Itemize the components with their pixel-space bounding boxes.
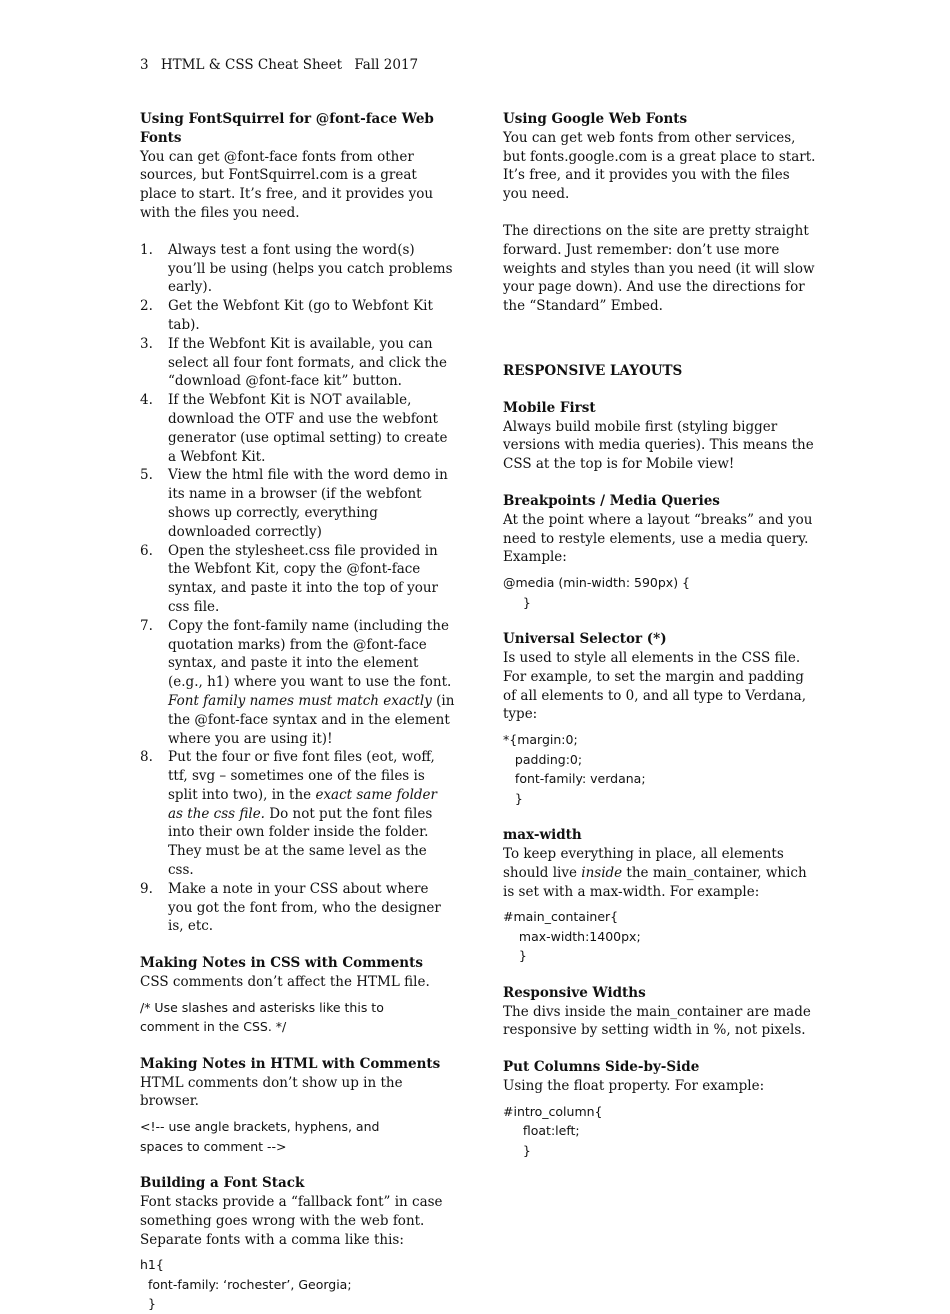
columns-code: #intro_column{ float:left; } [503,1103,603,1158]
fontsquirrel-heading: Using FontSquirrel for @font-face Web Fonts [140,111,434,146]
list-item: 7. Copy the font-family name (including the quotation marks) from the @font-face syntax, and paste it into the element (e.g., h1) where you want to use the font. Font family names must match exactly (in the @font-face syntax and in the element where you are using it)! [140,617,455,747]
page-header [140,56,418,74]
list-item: 5. View the html file with the word demo in its name in a browser (if the webfont shows up correctly, everything downloaded correctly) [140,467,448,540]
left-column [140,110,455,1314]
universal-selector-text: Is used to style all elements in the CSS file. For example, to set the margin and padding of all elements to 0, and all type to Verdana, type: [503,649,806,723]
list-item: 3. If the Webfont Kit is available, you can select all four font formats, and click the “download @font-face kit” button. [140,335,447,390]
google-fonts-intro: You can get web fonts from other services, but fonts.google.com is a great place to start. It’s free, and it provides you with the files you need. [503,129,816,203]
universal-selector-heading: Universal Selector (*) [503,631,667,648]
font-stack-code: h1{ font-family: ‘rochester’, Georgia; } [140,1257,352,1312]
list-item: 4. If the Webfont Kit is NOT available, download the OTF and use the webfont generator (use optimal setting) to create a Webfont Kit. [140,392,448,465]
max-width-text: To keep everything in place, all elements should live inside the main_container, which is set with a max-width. For example: [503,845,807,900]
fontsquirrel-intro: You can get @font-face fonts from other sources, but FontSquirrel.com is a great place to start. It’s free, and it provides you with the files you need. [140,148,434,221]
breakpoints-code: @media (min-width: 590px) { } [503,575,690,610]
google-fonts-directions: The directions on the site are pretty straight forward. Just remember: don’t use more weights and styles than you need (it will slow your page down). And use the directions for the “Standard” Embed. [503,222,815,315]
font-stack-heading: Building a Font Stack [140,1175,305,1192]
html-comments-heading: Making Notes in HTML with Comments [140,1055,441,1072]
term-label: Fall 2017 [354,57,419,73]
google-fonts-heading: Using Google Web Fonts [503,111,688,127]
max-width-code: #main_container{ max-width:1400px; } [503,909,641,964]
css-comments-heading: Making Notes in CSS with Comments [140,955,423,972]
columns-heading: Put Columns Side-by-Side [503,1059,700,1076]
breakpoints-text: At the point where a layout “breaks” and you need to restyle elements, use a media query. [503,511,813,547]
html-comments-code: <!-- use angle brackets, hyphens, and spaces to comment --> [140,1119,380,1154]
breakpoints-heading: Breakpoints / Media Queries [503,492,720,509]
list-item: 2. Get the Webfont Kit (go to Webfont Kit tab). [140,298,433,333]
columns-text: Using the float property. For example: [503,1078,765,1094]
html-comments-text: HTML comments don’t show up in the browser. [140,1074,403,1110]
css-comments-text: CSS comments don’t affect the HTML file. [140,974,430,991]
css-comments-code: /* Use slashes and asterisks like this to comment in the CSS. */ [140,999,384,1035]
max-width-heading: max-width [503,827,582,844]
page-number: 3 [140,57,149,73]
font-stack-text: Font stacks provide a “fallback font” in case something goes wrong with the web font. Separate fonts with a comma like this: [140,1194,443,1248]
right-column [503,110,818,1160]
list-item: 8. Put the four or five font files (eot, woff, ttf, svg – sometimes one of the files is split into two), in the exact same folder as the css file. Do not put the font files into their own folder inside the folder. They must be at the same level as the css. [140,749,437,879]
responsive-widths-heading: Responsive Widths [503,984,646,1001]
universal-selector-code: *{margin:0; padding:0; font-family: verdana; } [503,732,646,806]
list-item: 6. Open the stylesheet.css file provided in the Webfont Kit, copy the @font-face syntax, and paste it into the top of your css file. [140,542,439,615]
mobile-first-heading: Mobile First [503,399,596,416]
mobile-first-text: Always build mobile first (styling bigger versions with media queries). This means the CSS at the top is for Mobile view! [503,418,814,473]
breakpoints-example-label: Example: [503,549,567,566]
responsive-widths-text: The divs inside the main_container are made responsive by setting width in %, not pixels. [503,1003,811,1039]
responsive-layouts-title: RESPONSIVE LAYOUTS [503,362,683,379]
fontsquirrel-steps [140,241,455,936]
list-item: 1. Always test a font using the word(s) you’ll be using (helps you catch problems early). [140,241,453,296]
document-title: HTML & CSS Cheat Sheet [160,57,343,73]
list-item: 9. Make a note in your CSS about where you got the font from, who the designer is, etc. [140,880,441,935]
